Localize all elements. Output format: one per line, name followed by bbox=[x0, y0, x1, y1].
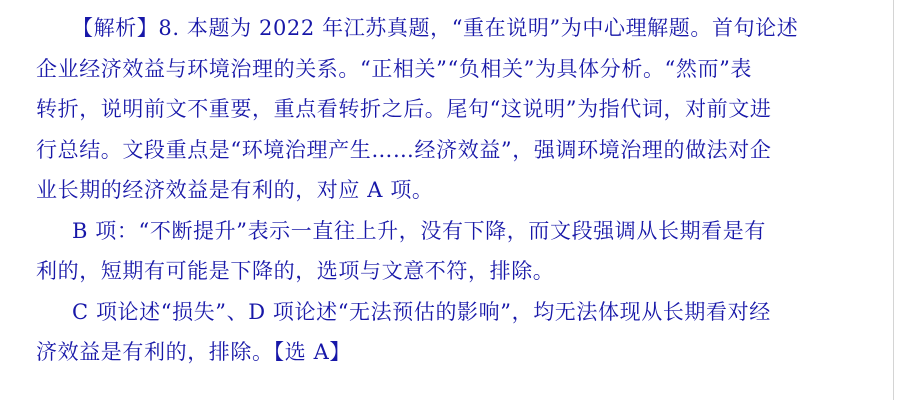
text-line: 业长期的经济效益是有利的，对应 A 项。 bbox=[36, 178, 434, 202]
text-line: 行总结。文段重点是“环境治理产生……经济效益”，强调环境治理的做法对企 bbox=[36, 137, 772, 162]
analysis-paragraph-option-cd bbox=[0, 292, 902, 373]
text-line: B 项：“不断提升”表示一直往上升，没有下降，而文段强调从长期看是有 bbox=[72, 218, 766, 243]
text-line: 【解析】8. 本题为 2022 年江苏真题，“重在说明”为中心理解题。首句论述 bbox=[72, 16, 799, 40]
analysis-paragraph-option-b bbox=[0, 211, 902, 292]
text-line: C 项论述“损失”、D 项论述“无法预估的影响”，均无法体现从长期看对经 bbox=[72, 299, 771, 324]
text-line: 济效益是有利的，排除。【选 A】 bbox=[36, 340, 351, 364]
page-edge-divider bbox=[893, 0, 894, 400]
analysis-paragraph-main bbox=[0, 8, 902, 211]
text-line: 转折，说明前文不重要，重点看转折之后。尾句“这说明”为指代词，对前文进 bbox=[36, 97, 772, 121]
text-line: 利的，短期有可能是下降的，选项与文意不符，排除。 bbox=[36, 259, 555, 283]
text-line: 企业经济效益与环境治理的关系。“正相关”“负相关”为具体分析。“然而”表 bbox=[36, 56, 753, 81]
